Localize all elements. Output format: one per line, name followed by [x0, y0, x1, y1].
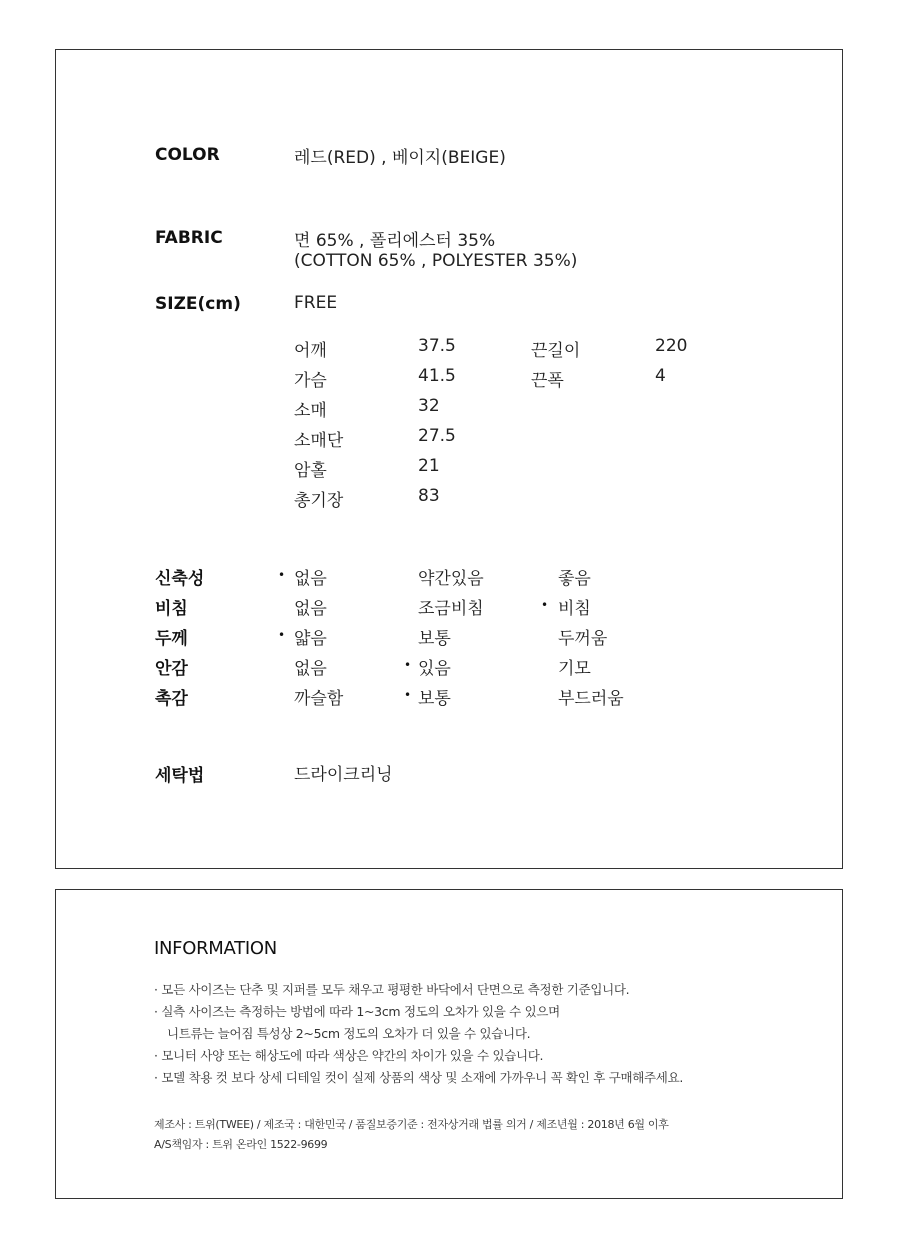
size-extra-value: 220: [655, 336, 688, 356]
product-spec-panel: [55, 49, 843, 869]
size-row-name: 암홀: [294, 461, 327, 481]
property-option: 없음: [294, 659, 327, 679]
size-row-value: 21: [418, 456, 440, 476]
property-option: 보통: [418, 629, 451, 649]
washing-value: 드라이크리닝: [294, 765, 393, 785]
size-row-name: 총기장: [294, 491, 344, 511]
info-note: · 모니터 사양 또는 해상도에 따라 색상은 약간의 차이가 있을 수 있습니다.: [154, 1048, 544, 1063]
property-label: 비침: [155, 599, 188, 619]
information-title: INFORMATION: [154, 938, 277, 959]
size-extra-name: 끈길이: [531, 341, 581, 361]
info-note: · 모든 사이즈는 단추 및 지퍼를 모두 채우고 평평한 바닥에서 단면으로 측정한 기준입니다.: [154, 982, 630, 997]
size-row-value: 37.5: [418, 336, 456, 356]
property-option: 비침: [558, 599, 591, 619]
size-row-name: 소매단: [294, 431, 344, 451]
selected-bullet: •: [278, 568, 286, 582]
property-option: 얇음: [294, 629, 327, 649]
size-row-value: 83: [418, 486, 440, 506]
color-value: 레드(RED) , 베이지(BEIGE): [294, 148, 506, 168]
information-panel: [55, 889, 843, 1199]
info-note: · 모델 착용 컷 보다 상세 디테일 컷이 실제 상품의 색상 및 소재에 가까우니 꼭 확인 후 구매해주세요.: [154, 1070, 684, 1085]
size-row-value: 27.5: [418, 426, 456, 446]
property-option: 약간있음: [418, 569, 484, 589]
property-option: 좋음: [558, 569, 591, 589]
property-option: 부드러움: [558, 689, 624, 709]
washing-label: 세탁법: [155, 766, 205, 786]
property-option: 두꺼움: [558, 629, 608, 649]
property-option: 까슬함: [294, 689, 344, 709]
size-row-name: 가슴: [294, 371, 327, 391]
size-row-name: 어깨: [294, 341, 327, 361]
property-label: 촉감: [155, 689, 188, 709]
info-note: 니트류는 늘어짐 특성상 2~5cm 정도의 오차가 더 있을 수 있습니다.: [167, 1026, 531, 1041]
size-extra-value: 4: [655, 366, 666, 386]
property-label: 안감: [155, 659, 188, 679]
property-option: 있음: [418, 659, 451, 679]
size-row-value: 41.5: [418, 366, 456, 386]
fabric-value-en: (COTTON 65% , POLYESTER 35%): [294, 251, 578, 271]
size-label: SIZE(cm): [155, 294, 241, 314]
as-contact-info: A/S책임자 : 트위 온라인 1522-9699: [154, 1138, 328, 1151]
selected-bullet: •: [278, 628, 286, 642]
property-option: 보통: [418, 689, 451, 709]
size-extra-name: 끈폭: [531, 371, 564, 391]
manufacturer-info: 제조사 : 트위(TWEE) / 제조국 : 대한민국 / 품질보증기준 : 전자상거래 법률 의거 / 제조년월 : 2018년 6월 이후: [154, 1118, 669, 1131]
property-option: 조금비침: [418, 599, 484, 619]
property-option: 기모: [558, 659, 591, 679]
property-label: 신축성: [155, 569, 205, 589]
fabric-label: FABRIC: [155, 228, 223, 248]
size-row-value: 32: [418, 396, 440, 416]
fabric-value-ko: 면 65% , 폴리에스터 35%: [294, 231, 496, 251]
property-option: 없음: [294, 569, 327, 589]
info-note: · 실측 사이즈는 측정하는 방법에 따라 1~3cm 정도의 오차가 있을 수 있으며: [154, 1004, 560, 1019]
selected-bullet: •: [404, 658, 412, 672]
selected-bullet: •: [541, 598, 549, 612]
size-value: FREE: [294, 293, 338, 313]
property-label: 두께: [155, 629, 188, 649]
property-option: 없음: [294, 599, 327, 619]
size-row-name: 소매: [294, 401, 327, 421]
selected-bullet: •: [404, 688, 412, 702]
color-label: COLOR: [155, 145, 220, 165]
